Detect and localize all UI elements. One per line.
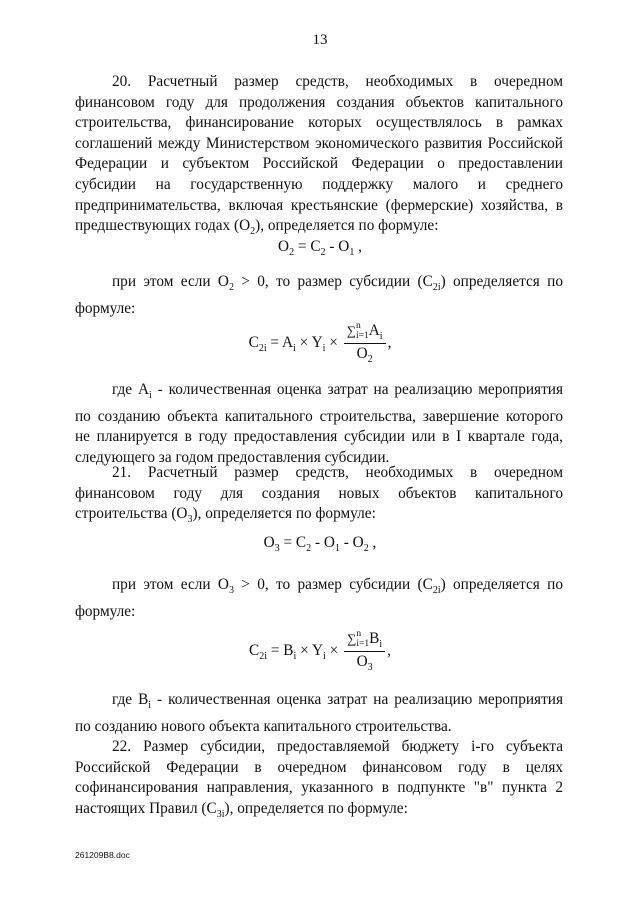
condition-2: при этом если $O_3 > 0$, то размер субсидии $(C_{2i})$ определяется по формуле: bbox=[75, 576, 563, 620]
page-number: 13 bbox=[312, 32, 328, 48]
formula-c2i-b: $C_{2i} = B_i \times Y_i$ × ∑ n i=1 $B_i$ $O_3$ , bbox=[249, 629, 391, 674]
document-footer: 261209B8.doc bbox=[75, 850, 130, 860]
where-a-definition: где $A_i$ - количественная оценка затрат на реализацию мероприятия по созданию объекта капитального строительства, завершение которого не планируется в году предоставления субсидии или в I квартале года, следующего за годом предоставления субсидии. bbox=[75, 381, 563, 466]
formula-o2: $O_2 = C_2 - O_1$ , bbox=[278, 238, 362, 259]
formula-o3: $O_3 = C_2 - O_1 - O_2$ , bbox=[263, 534, 377, 555]
fraction-b: ∑ n i=1 $B_i$ $O_3$ bbox=[344, 630, 385, 673]
paragraph-22: 22. Размер субсидии, предоставляемой бюджету i-го субъекта Российской Федерации в очередном финансовом году в целях софинансирования направления, указанного в подпункте "в" пункта 2 настоящих Правил $(C_{3i})$, определяется по формуле: bbox=[75, 738, 563, 820]
fraction-a: ∑ n i=1 $A_i$ $O_2$ bbox=[344, 322, 386, 365]
paragraph-21: 21. Расчетный размер средств, необходимых в очередном финансовом году для создания новых объектов капитального строительства $(O_3)$, определяется по формуле: bbox=[75, 464, 563, 526]
condition-1: при этом если $O_2 > 0$, то размер субсидии $(C_{2i})$ определяется по формуле: bbox=[75, 273, 563, 317]
where-b-definition: где $B_i$ - количественная оценка затрат на реализацию мероприятия по созданию нового объекта капитального строительства. bbox=[75, 691, 563, 735]
formula-c2i-a: $C_{2i} = A_i \times Y_i$ × ∑ n i=1 $A_i$ $O_2$ , bbox=[248, 321, 392, 366]
paragraph-20: 20. Расчетный размер средств, необходимых в очередном финансовом году для продолжения создания объектов капитального строительства, финансирование которых осуществлялось в рамках соглашений между Министерством экономического развития Российской Федерации и субъектом Российской Федерации о предоставлении субсидии на государственную поддержку малого и среднего предпринимательства, включая крестьянские (фермерские) хозяйства, в предшествующих годах $(O_2)$, определяется по формуле: bbox=[75, 73, 563, 238]
